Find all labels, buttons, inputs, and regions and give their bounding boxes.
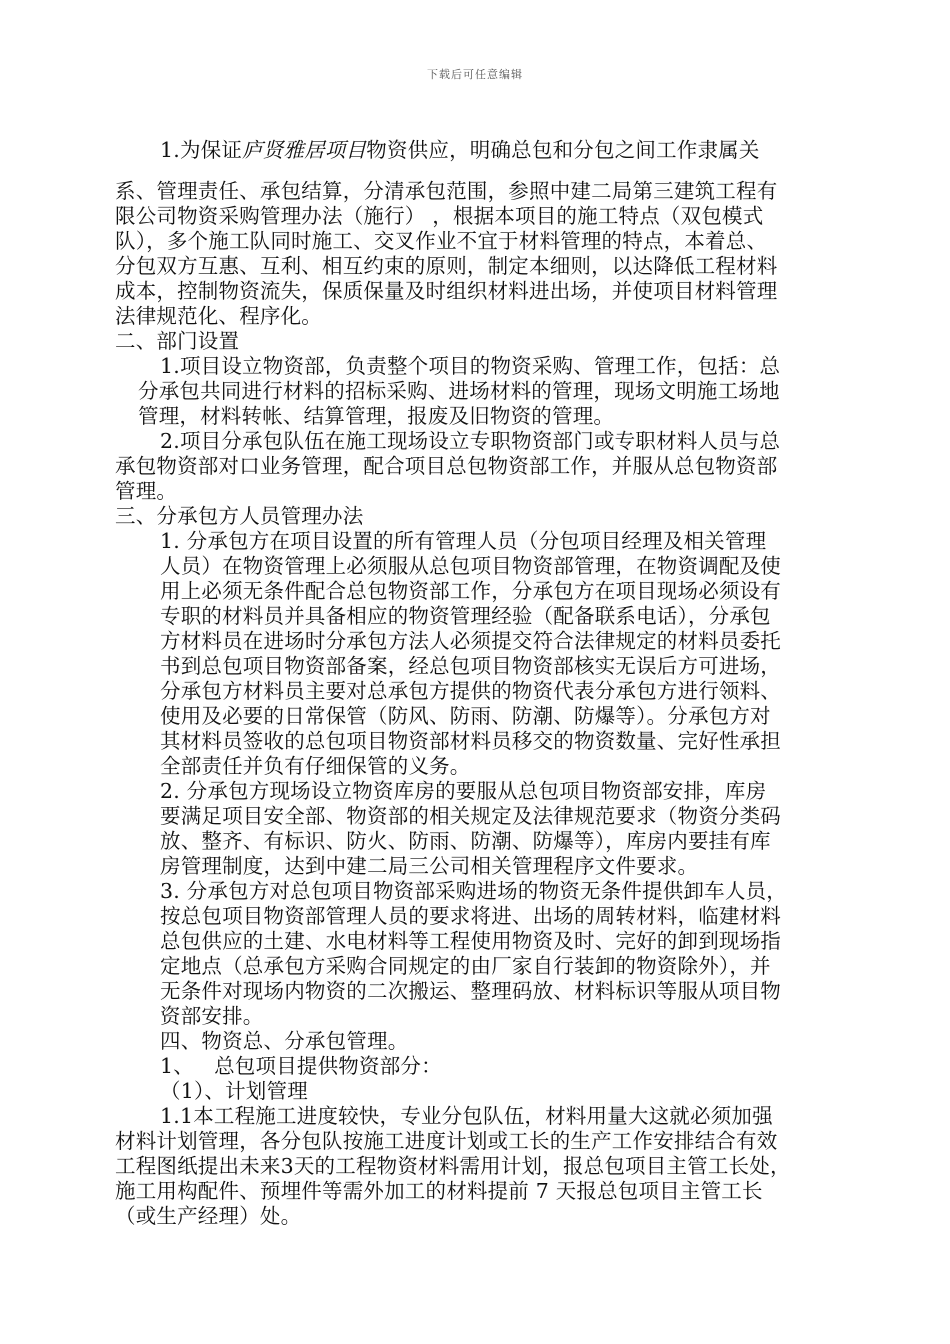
- subsection-heading: （1）、计划管理: [160, 1079, 308, 1103]
- section2-item2-line: 承包物资部对口业务管理，配合项目总包物资部工作，并服从总包物资部: [115, 454, 778, 478]
- project-name: 庐贤雅居项目: [242, 138, 367, 162]
- section-heading: 二、部门设置: [115, 329, 240, 353]
- section2-item1-line: 1.项目设立物资部，负责整个项目的物资采购、管理工作，包括：总: [160, 354, 781, 378]
- intro-line: 分包双方互惠、互利、相互约束的原则，制定本细则，以达降低工程材料: [115, 254, 778, 278]
- intro-line: 系、管理责任、承包结算，分清承包范围，参照中建二局第三建筑工程有: [115, 179, 778, 203]
- section2-item1-line: 管理，材料转帐、结算管理，报废及旧物资的管理。: [138, 404, 615, 428]
- section3-item3-line: 3. 分承包方对总包项目物资部采购进场的物资无条件提供卸车人员，: [160, 879, 787, 903]
- section3-item2-line: 放、整齐、有标识、防火、防雨、防潮、防爆等），库房内要挂有库: [160, 829, 771, 853]
- section3-item1-line: 全部责任并负有仔细保管的义务。: [160, 754, 471, 778]
- intro-line: 法律规范化、程序化。: [115, 304, 322, 328]
- section3-item2-line: 房管理制度，达到中建二局三公司相关管理程序文件要求。: [160, 854, 699, 878]
- section3-item1-line: 分承包方材料员主要对总承包方提供的物资代表分承包方进行领料、: [160, 679, 781, 703]
- intro-line: 队），多个施工队同时施工、交叉作业不宜于材料管理的特点，本着总、: [115, 229, 768, 253]
- section3-item1-line: 1. 分承包方在项目设置的所有管理人员（分包项目经理及相关管理: [160, 529, 767, 553]
- section3-item1-line: 用上必须无条件配合总包物资部工作，分承包方在项目现场必须设有: [160, 579, 781, 603]
- section3-item3-line: 无条件对现场内物资的二次搬运、整理码放、材料标识等服从项目物: [160, 979, 781, 1003]
- section3-item1-line: 方材料员在进场时分承包方法人必须提交符合法律规定的材料员委托: [160, 629, 781, 653]
- section2-item1-line: 分承包共同进行材料的招标采购、进场材料的管理，现场文明施工场地: [138, 379, 780, 403]
- section4-para-line: 1.1本工程施工进度较快，专业分包队伍，材料用量大这就必须加强: [160, 1104, 773, 1128]
- section3-item2-line: 2. 分承包方现场设立物资库房的要服从总包项目物资部安排，库房: [160, 779, 767, 803]
- section4-para-line: 工程图纸提出未来3天的工程物资材料需用计划，报总包项目主管工长处，: [115, 1154, 791, 1178]
- section3-item1-line: 人员）在物资管理上必须服从总包项目物资部管理，在物资调配及使: [160, 554, 781, 578]
- section3-item1-line: 书到总包项目物资部备案，经总包项目物资部核实无误后方可进场，: [160, 654, 781, 678]
- intro-line: 成本，控制物资流失，保质保量及时组织材料进出场，并使项目材料管理: [115, 279, 778, 303]
- intro-line-1: [160, 138, 760, 163]
- section3-item3-line: 总包供应的土建、水电材料等工程使用物资及时、完好的卸到现场指: [160, 929, 781, 953]
- intro-line: 限公司物资采购管理办法（施行） ，根据本项目的施工特点（双包模式: [115, 204, 764, 228]
- subsection-heading: 1、 总包项目提供物资部分：: [160, 1054, 442, 1078]
- section2-item2-line: 管理。: [115, 479, 178, 503]
- section-heading: 三、分承包方人员管理办法: [115, 504, 364, 528]
- section2-item2-line: 2.项目分承包队伍在施工现场设立专职物资部门或专职材料人员与总: [160, 429, 781, 453]
- section4-para-line: 材料计划管理，各分包队按施工进度计划或工长的生产工作安排结合有效: [115, 1129, 778, 1153]
- section-heading: 四、物资总、分承包管理。: [160, 1029, 409, 1053]
- section3-item2-line: 要满足项目安全部、物资部的相关规定及法律规范要求（物资分类码: [160, 804, 781, 828]
- page-header: 下载后可任意编辑: [427, 68, 523, 81]
- section3-item1-line: 使用及必要的日常保管（防风、防雨、防潮、防爆等）。分承包方对: [160, 704, 771, 728]
- section3-item3-line: 按总包项目物资部管理人员的要求将进、出场的周转材料，临建材料: [160, 904, 781, 928]
- section4-para-line: 施工用构配件、预埋件等需外加工的材料提前 7 天报总包项目主管工长: [115, 1179, 763, 1203]
- section4-para-line: （或生产经理）处。: [115, 1204, 302, 1228]
- section3-item3-line: 资部安排。: [160, 1004, 264, 1028]
- intro-line-1-pre: 1.为保证: [160, 138, 243, 162]
- section3-item1-line: 专职的材料员并具备相应的物资管理经验（配备联系电话），分承包: [160, 604, 771, 628]
- intro-line-1-post: 物资供应，明确总包和分包之间工作隶属关: [366, 138, 760, 162]
- section3-item1-line: 其材料员签收的总包项目物资部材料员移交的物资数量、完好性承担: [160, 729, 781, 753]
- section3-item3-line: 定地点（总承包方采购合同规定的由厂家自行装卸的物资除外），并: [160, 954, 771, 978]
